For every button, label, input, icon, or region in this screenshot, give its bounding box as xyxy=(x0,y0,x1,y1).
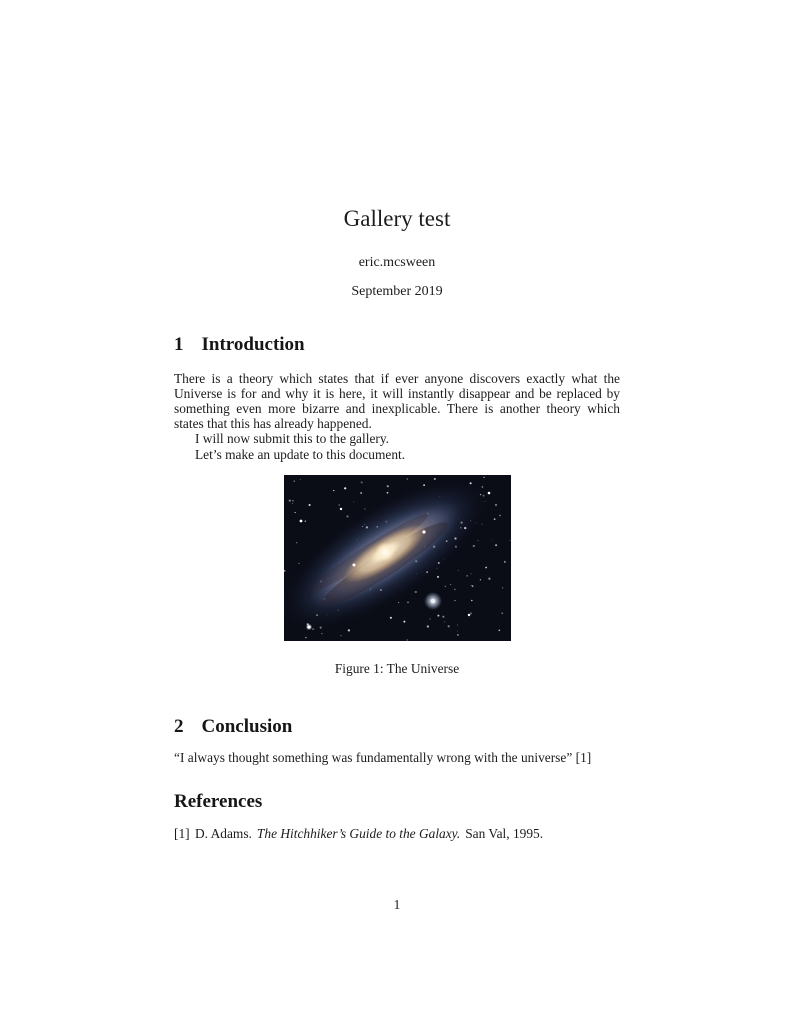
reference-text xyxy=(195,826,543,841)
figure-block xyxy=(174,475,620,676)
section-title: Introduction xyxy=(201,333,305,355)
references-heading: References xyxy=(174,791,263,813)
reference-authors: D. Adams. xyxy=(195,826,252,842)
section-title: Conclusion xyxy=(201,716,293,738)
section-heading-introduction xyxy=(174,334,620,356)
reference-label: [1] xyxy=(174,826,190,842)
document-author: eric.mcsween xyxy=(358,254,436,270)
figure-caption: Figure 1: The Universe xyxy=(334,660,460,676)
conclusion-quote: “I always thought something was fundamentally wrong with the universe” [1] xyxy=(174,750,592,766)
reference-title: The Hitchhiker’s Guide to the Galaxy. xyxy=(256,826,461,842)
section-number: 2 xyxy=(174,716,184,738)
document-content xyxy=(174,0,620,841)
document-title: Gallery test xyxy=(343,206,451,231)
galaxy-image xyxy=(284,475,511,641)
document-date: September 2019 xyxy=(351,283,443,299)
section-number: 1 xyxy=(174,333,184,355)
section-heading-conclusion xyxy=(174,716,620,738)
reference-entry xyxy=(174,826,620,841)
intro-paragraph: There is a theory which states that if ever anyone discovers exactly what the Universe is for and why it is here, it will instantly disappear and be replaced by something even more bizarre and inexplicable. There is another theory which states that this has already happened. xyxy=(174,370,620,432)
page-number: 1 xyxy=(393,897,401,912)
intro-paragraph-2: I will now submit this to the gallery. xyxy=(195,431,390,447)
intro-paragraph-3: Let’s make an update to this document. xyxy=(195,446,406,462)
reference-publisher: San Val, 1995. xyxy=(465,826,544,842)
